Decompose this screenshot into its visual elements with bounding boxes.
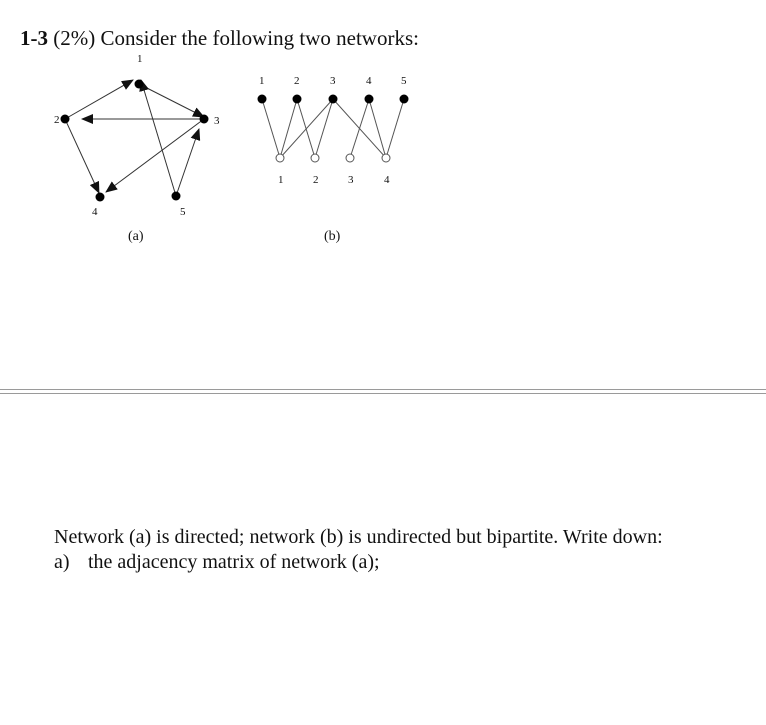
question-item — [54, 551, 663, 574]
node-b-top-5 — [400, 95, 409, 104]
node-b-bottom-3-label: 3 — [348, 174, 354, 186]
node-b-top-1-label: 1 — [259, 75, 265, 87]
node-a-5-label: 5 — [180, 206, 186, 218]
problem-prompt: Consider the following two networks: — [100, 26, 419, 50]
node-a-2-label: 2 — [54, 114, 60, 126]
node-b-bottom-4-label: 4 — [384, 174, 390, 186]
edge-b-top5-bottom4 — [386, 99, 404, 158]
node-a-3 — [200, 115, 209, 124]
network-b-top-nodes — [258, 95, 409, 104]
node-a-3-label: 3 — [214, 115, 220, 127]
network-b-caption: (b) — [324, 229, 341, 244]
node-b-bottom-2 — [311, 154, 319, 162]
node-a-4 — [96, 193, 105, 202]
problem-weight: (2%) — [53, 26, 96, 50]
node-b-top-4-label: 4 — [366, 75, 372, 87]
question-intro: Network (a) is directed; network (b) is undirected but bipartite. Write down: — [54, 526, 663, 548]
edge-3-to-4 — [106, 119, 204, 192]
node-b-top-3-label: 3 — [330, 75, 336, 87]
edge-1-to-3 — [139, 84, 204, 117]
network-a — [65, 80, 204, 196]
edge-2-to-1 — [65, 80, 133, 119]
edge-b-top4-bottom3 — [350, 99, 369, 158]
network-b-bottom-nodes — [276, 154, 390, 162]
edge-b-top1-bottom1 — [262, 99, 280, 158]
problem-number: 1-3 — [20, 26, 48, 50]
question-block — [54, 526, 663, 574]
node-b-top-2 — [293, 95, 302, 104]
question-item-text: the adjacency matrix of network (a); — [88, 551, 380, 573]
node-b-bottom-1-label: 1 — [278, 174, 284, 186]
section-divider — [0, 389, 766, 394]
edge-2-to-4 — [65, 119, 99, 193]
node-b-top-1 — [258, 95, 267, 104]
node-a-5 — [172, 192, 181, 201]
node-b-top-4 — [365, 95, 374, 104]
node-a-2 — [61, 115, 70, 124]
edge-5-to-1 — [141, 80, 176, 196]
node-a-4-label: 4 — [92, 206, 98, 218]
edge-b-top3-bottom2 — [315, 99, 333, 158]
question-item-marker: a) — [54, 551, 70, 573]
network-figure — [0, 0, 766, 250]
edge-b-top3-bottom1 — [280, 99, 333, 158]
network-b — [262, 99, 404, 158]
network-a-caption: (a) — [128, 229, 144, 244]
node-b-top-2-label: 2 — [294, 75, 300, 87]
node-b-bottom-2-label: 2 — [313, 174, 319, 186]
node-b-bottom-4 — [382, 154, 390, 162]
node-a-1 — [135, 80, 144, 89]
node-b-bottom-1 — [276, 154, 284, 162]
network-a-nodes — [61, 80, 209, 202]
edge-5-to-3 — [176, 129, 199, 196]
node-b-top-3 — [329, 95, 338, 104]
node-b-top-5-label: 5 — [401, 75, 407, 87]
node-b-bottom-3 — [346, 154, 354, 162]
node-a-1-label: 1 — [137, 53, 143, 65]
